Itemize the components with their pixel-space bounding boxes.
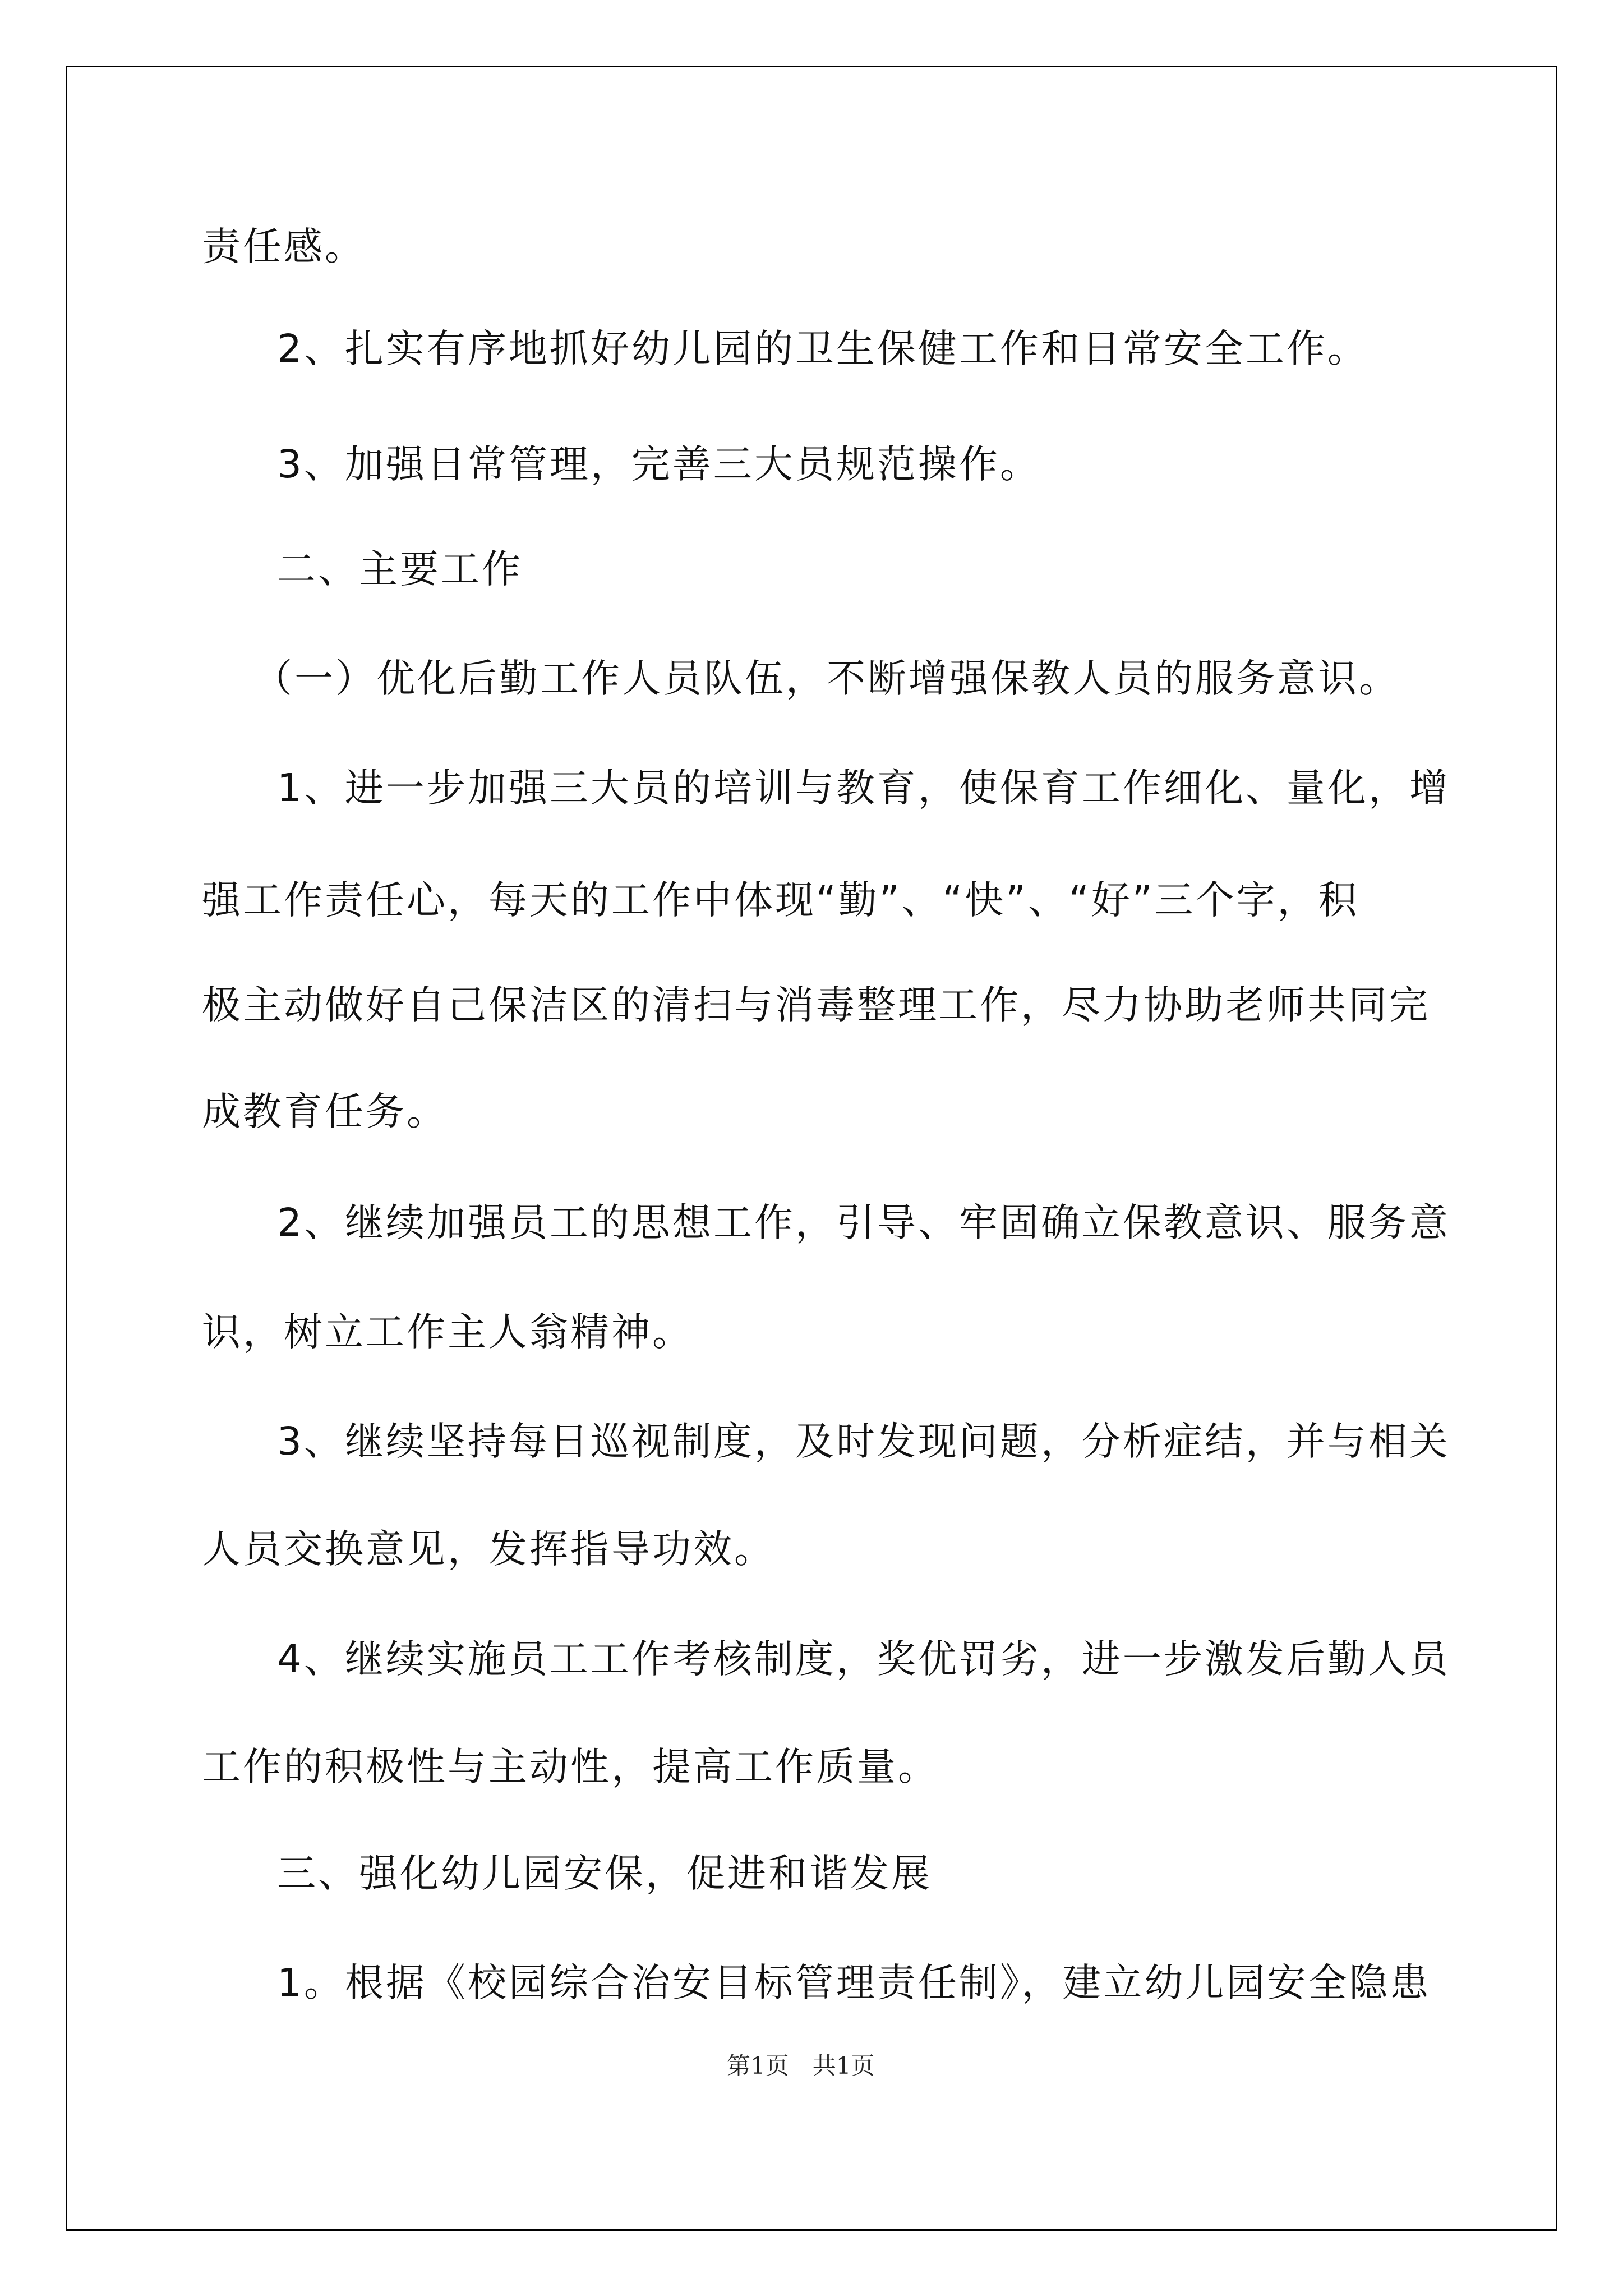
subsection-heading-1: （一）优化后勤工作人员队伍，不断增强保教人员的服务意识。 [253,656,1400,701]
text-line-1: 责任感。 [202,224,366,269]
text-line-15: 工作的积极性与主动性，提高工作质量。 [202,1745,939,1789]
page-number-footer: 第1页 共1页 [727,2052,875,2079]
text-line-3: 3、加强日常管理，完善三大员规范操作。 [277,442,1041,487]
text-line-14: 4、继续实施员工工作考核制度，奖优罚劣，进一步激发后勤人员 [277,1637,1450,1682]
text-line-10: 2、继续加强员工的思想工作，引导、牢固确立保教意识、服务意 [277,1200,1450,1245]
text-line-2: 2、扎实有序地抓好幼儿园的卫生保健工作和日常安全工作。 [277,326,1368,371]
text-line-17: 1。根据《校园综合治安目标管理责任制》，建立幼儿园安全隐患 [277,1961,1431,2005]
text-line-11: 识，树立工作主人翁精神。 [202,1310,693,1355]
text-line-7: 强工作责任心，每天的工作中体现“勤”、“快”、“好”三个字，积 [202,878,1359,923]
text-line-13: 人员交换意见，发挥指导功效。 [202,1527,775,1572]
text-line-8: 极主动做好自己保洁区的清扫与消毒整理工作，尽力协助老师共同完 [202,983,1430,1028]
section-heading-2: 二、主要工作 [277,547,523,592]
section-heading-3: 三、强化幼儿园安保，促进和谐发展 [277,1851,932,1896]
text-line-12: 3、继续坚持每日巡视制度，及时发现问题，分析症结，并与相关 [277,1419,1450,1464]
text-line-9: 成教育任务。 [202,1089,448,1134]
page-border [66,66,1557,2231]
text-line-6: 1、进一步加强三大员的培训与教育，使保育工作细化、量化，增 [277,766,1450,811]
